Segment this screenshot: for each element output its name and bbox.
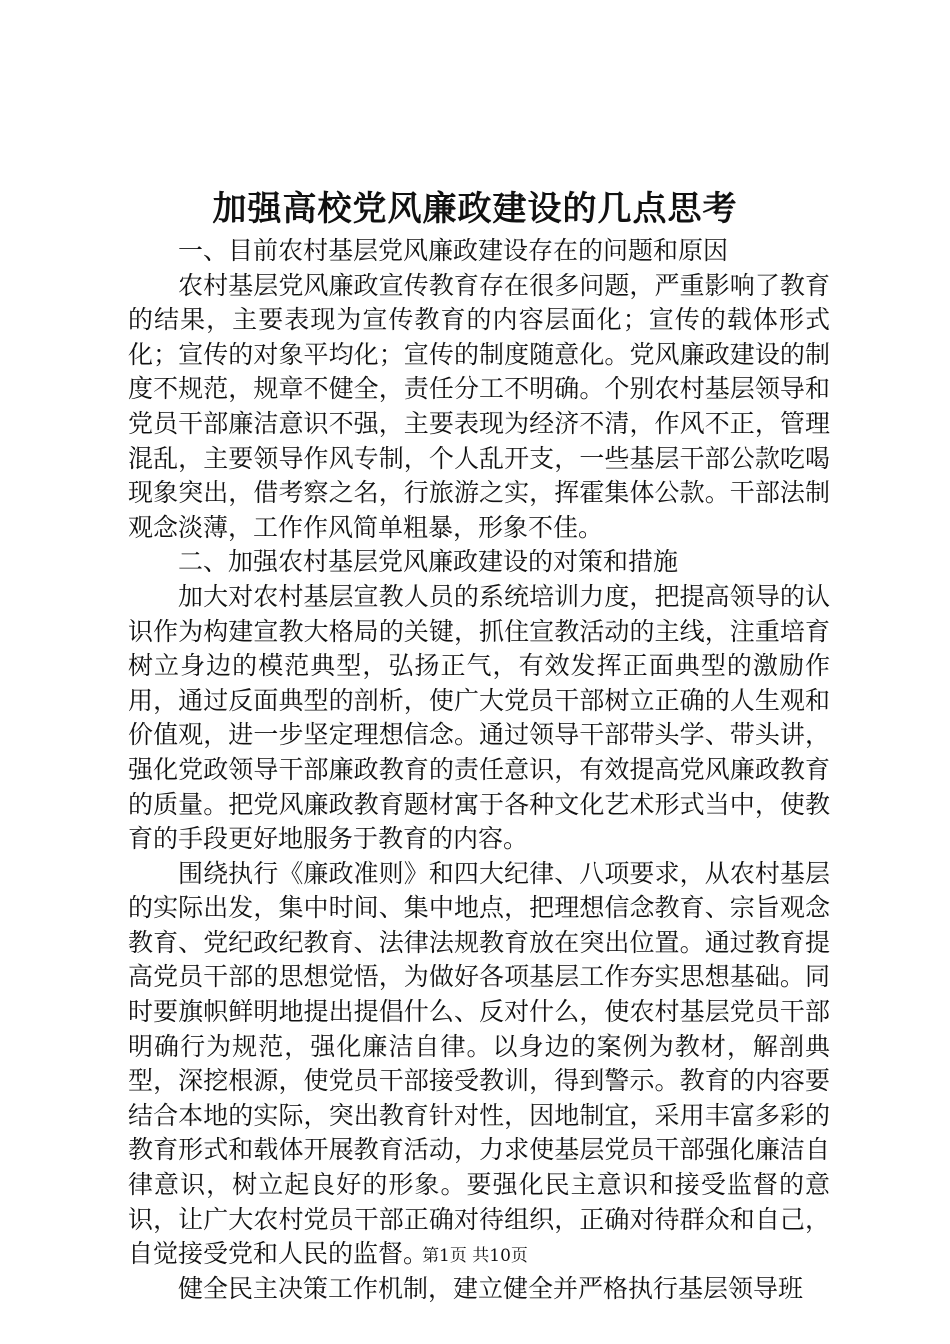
paragraph-3: 围绕执行《廉政准则》和四大纪律、八项要求，从农村基层的实际出发，集中时间、集中地点，把理想信念教育、宗旨观念教育、党纪政纪教育、法律法规教育放在突出位置。通过教育提高党员干部的思想觉悟，为做好各项基层工作夯实思想基础。同时要旗帜鲜明地提出提倡什么、反对什么，使农村基层党员干部明确行为规范，强化廉洁自律。以身边的案例为教材，解剖典型，深挖根源，使党员干部接受教训，得到警示。教育的内容要结合本地的实际，突出教育针对性，因地制宜，采用丰富多彩的教育形式和载体开展教育活动，力求使基层党员干部强化廉洁自律意识，树立起良好的形象。要强化民主意识和接受监督的意识，让广大农村党员干部正确对待组织，正确对待群众和自己，自觉接受党和人民的监督。 [128,858,830,1269]
document-title: 加强高校党风廉政建设的几点思考 [212,189,738,229]
document-body [128,234,830,1306]
section-heading-2: 二、加强农村基层党风廉政建设的对策和措施 [178,547,679,577]
section-heading-1: 一、目前农村基层党风廉政建设存在的问题和原因 [178,236,729,265]
paragraph-4: 健全民主决策工作机制，建立健全并严格执行基层领导班 [178,1273,804,1303]
paragraph-1: 农村基层党风廉政宣传教育存在很多问题，严重影响了教育的结果，主要表现为宣传教育的内容层面化；宣传的载体形式化；宣传的对象平均化；宣传的制度随意化。党风廉政建设的制度不规范，规章不健全，责任分工不明确。个别农村基层领导和党员干部廉洁意识不强，主要表现为经济不清，作风不正，管理混乱，主要领导作风专制，个人乱开支，一些基层干部公款吃喝现象突出，借考察之名，行旅游之实，挥霍集体公款。干部法制观念淡薄，工作作风简单粗暴，形象不佳。 [128,270,830,542]
page-number-footer: 第1页 共10页 [422,1246,528,1266]
paragraph-2: 加大对农村基层宣教人员的系统培训力度，把提高领导的认识作为构建宣教大格局的关键，抓住宣教活动的主线，注重培育树立身边的模范典型，弘扬正气，有效发挥正面典型的激励作用，通过反面典型的剖析，使广大党员干部树立正确的人生观和价值观，进一步坚定理想信念。通过领导干部带头学、带头讲，强化党政领导干部廉政教育的责任意识，有效提高党风廉政教育的质量。把党风廉政教育题材寓于各种文化艺术形式当中，使教育的手段更好地服务于教育的内容。 [128,581,830,854]
